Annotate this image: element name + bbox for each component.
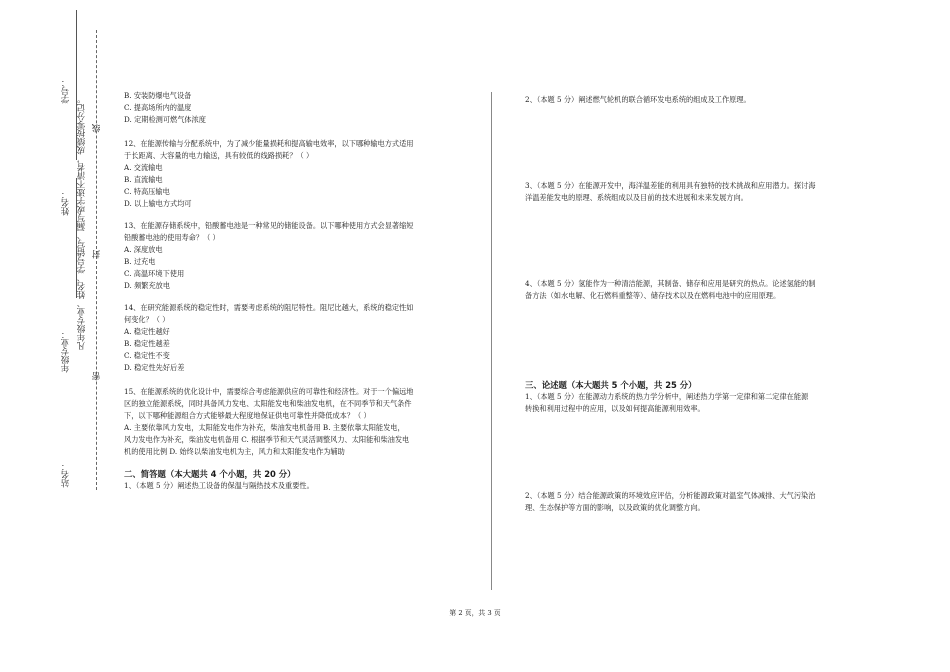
q11-option-b: B. 安装防爆电气设备 xyxy=(124,91,192,100)
section-2-q3-line-1: 3、（本题 5 分）在能源开发中，海洋温差能的利用具有独特的技术挑战和应用潜力。探讨海 xyxy=(525,181,816,190)
q12-option-d: D. 以上输电方式均可 xyxy=(124,199,192,208)
section-2-q4-line-2: 备方法（如水电解、化石燃料重整等）、储存技术以及在燃料电池中的应用原理。 xyxy=(525,291,781,300)
left-column xyxy=(124,90,484,492)
station-name-label: 站名： xyxy=(61,462,71,488)
section-3-q1-line-1: 1、（本题 5 分）在能源动力系统的热力学分析中，阐述热力学第一定律和第二定律在能源 xyxy=(525,392,809,401)
q12-option-c: C. 特高压输电 xyxy=(124,187,170,196)
q13-stem-1: 13、在能源存储系统中，铅酸蓄电池是一种常见的储能设备。以下哪种使用方式会显著缩短 xyxy=(124,221,414,230)
section-2-q4 xyxy=(525,278,815,302)
section-3 xyxy=(525,379,808,415)
section-2-q3-line-2: 洋温差能发电的原理、系统组成以及目前的技术进展和未来发展方向。 xyxy=(525,193,748,202)
student-id-label: 学号： xyxy=(61,78,71,104)
q13-option-b: B. 过充电 xyxy=(124,257,156,266)
q14-stem-1: 14、在研究能源系统的稳定性时，需要考虑系统的阻尼特性。阻尼比越大，系统的稳定性如 xyxy=(124,303,414,312)
seal-mi: 密 xyxy=(92,372,102,381)
section-3-q2-line-1: 2、（本题 5 分）结合能源政策的环境效应评估，分析能源政策对温室气体减排、大气污染治 xyxy=(525,491,816,500)
q13-stem-2: 铅酸蓄电池的使用寿命？（ ） xyxy=(124,233,220,242)
section-3-q1-line-2: 转换和利用过程中的应用，以及如何提高能源利用效率。 xyxy=(525,404,705,413)
section-2-q2: 2、（本题 5 分）阐述燃气轮机的联合循环发电系统的组成及工作原理。 xyxy=(525,95,751,104)
q12-option-b: B. 直流输电 xyxy=(124,175,163,184)
q13-option-a: A. 深度放电 xyxy=(124,245,163,254)
q15-stem-2: 区的独立能源系统，同时具备风力发电、太阳能发电和柴油发电机，在不同季节和天气条件 xyxy=(124,399,412,408)
q12-stem-1: 12、在能源传输与分配系统中，为了减少能量损耗和提高输电效率，以下哪种输电方式适用 xyxy=(124,139,414,148)
q15-options-3: 机的使用比例 D. 始终以柴油发电机为主，风力和太阳能发电作为辅助 xyxy=(124,447,345,456)
grade-major-label: 年级专业： xyxy=(61,330,71,373)
section-2-q3 xyxy=(525,180,815,204)
page-footer: 第 2 页，共 3 页 xyxy=(449,609,501,617)
section-3-heading: 三、论述题（本大题共 5 个小题，共 25 分） xyxy=(525,380,697,390)
q11-option-c: C. 提高场所内的温度 xyxy=(124,103,192,112)
seal-xian: 线 xyxy=(92,124,102,133)
q14-option-d: D. 稳定性先好后差 xyxy=(124,363,185,372)
q11-option-d: D. 定期检测可燃气体浓度 xyxy=(124,115,206,124)
seal-feng: 封 xyxy=(92,250,102,259)
q15-stem-1: 15、在能源系统的优化设计中，需要综合考虑能源供应的可靠性和经济性。对于一个偏远地 xyxy=(124,387,414,396)
q14-stem-2: 何变化？（ ） xyxy=(124,315,170,324)
q14-option-c: C. 稳定性不变 xyxy=(124,351,170,360)
q12-option-a: A. 交流输电 xyxy=(124,163,163,172)
section-2-q1: 1、（本题 5 分）阐述热工设备的保温与隔热技术及重要性。 xyxy=(124,481,314,490)
q15-stem-3: 下，以下哪种能源组合方式能够最大程度地保证供电可靠性并降低成本？（ ） xyxy=(124,411,371,420)
column-divider xyxy=(491,92,492,590)
q13-option-c: C. 高温环境下使用 xyxy=(124,269,185,278)
section-2-q4-line-1: 4、（本题 5 分）氢能作为一种清洁能源，其制备、储存和应用是研究的热点。论述氢能的制 xyxy=(525,279,816,288)
binding-dashed-line xyxy=(96,30,97,490)
section-3-q2 xyxy=(525,490,815,514)
binding-notice: 凡年级专业、姓名、学号错写、漏写或字迹不清者，成绩按零分记。 xyxy=(77,95,87,350)
q14-option-a: A. 稳定性越好 xyxy=(124,327,170,336)
q13-option-d: D. 频繁充放电 xyxy=(124,281,171,290)
q12-stem-2: 于长距离、大容量的电力输送，具有较低的线路损耗？（ ） xyxy=(124,151,314,160)
q15-options-2: 风力发电作为补充，柴油发电机备用 C. 根据季节和天气灵活调整风力、太阳能和柴油发电 xyxy=(124,435,410,444)
q15-options-1: A. 主要依靠风力发电，太阳能发电作为补充，柴油发电机备用 B. 主要依靠太阳能发电， xyxy=(124,423,405,432)
q14-option-b: B. 稳定性越差 xyxy=(124,339,170,348)
name-label: 姓名： xyxy=(61,190,71,216)
section-3-q2-line-2: 理、生态保护等方面的影响，以及政策的优化调整方向。 xyxy=(525,503,705,512)
section-2-heading: 二、简答题（本大题共 4 个小题，共 20 分） xyxy=(124,469,296,479)
